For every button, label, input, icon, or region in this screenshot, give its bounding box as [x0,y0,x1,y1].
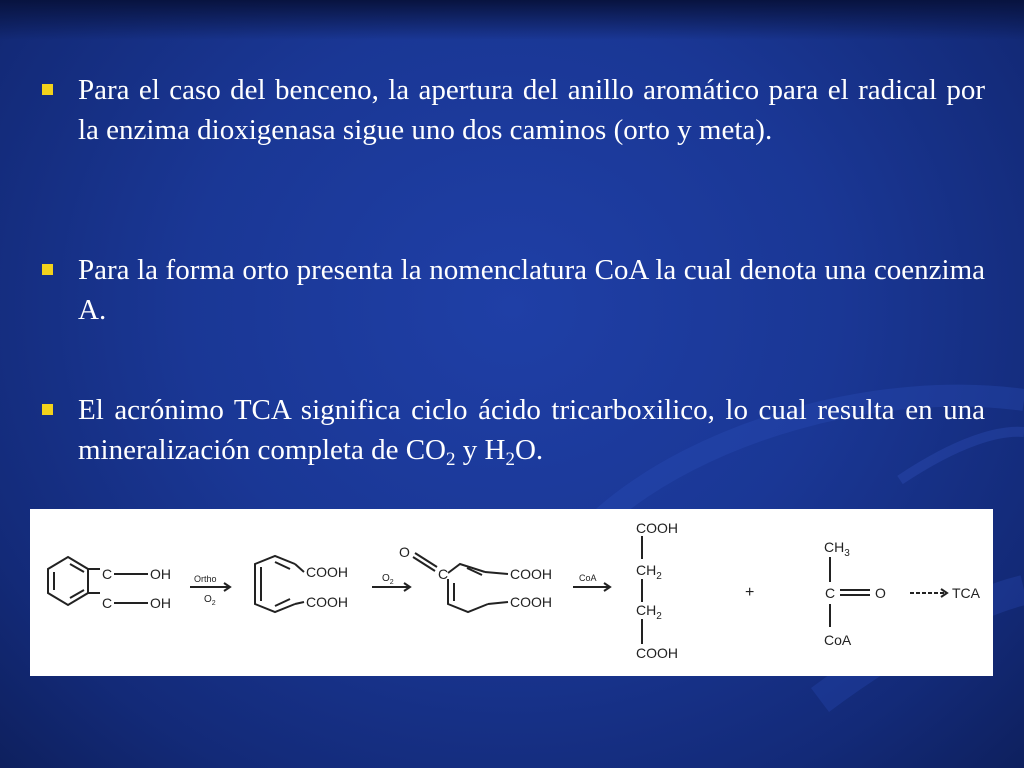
bullet-marker [42,404,53,415]
arrow-ortho-label: Ortho [194,574,217,584]
muconic-cooh-bottom: COOH [306,594,348,610]
succinate-ch2-top: $CH_2$ [636,562,662,582]
catechol-c-top: C [102,566,113,582]
ketone-c: C [438,566,449,582]
succinate-cooh-bottom: COOH [636,645,678,661]
acetyl-o: O [875,585,886,601]
ketone-o: O [399,544,410,560]
arrow-o2-label: $O_2$ [382,573,394,586]
reaction-pathway-svg [30,509,993,676]
acetyl-c: C [825,585,836,601]
bullet-tca [78,390,985,470]
ketone-cooh-bottom: COOH [510,594,552,610]
product-tca: TCA [952,585,980,601]
bullet-marker [42,264,53,275]
bullet-text: Para el caso del benceno, la apertura del anillo aromático para el radical por la enzima dioxigenasa sigue uno dos caminos (orto y meta). [78,74,985,146]
muconic-cooh-top: COOH [306,564,348,580]
acetyl-coa: CoA [824,632,852,648]
bullet-text: Para la forma orto presenta la nomenclatura CoA la cual denota una coenzima A. [78,254,985,326]
succinate-cooh-top: COOH [636,520,678,536]
plus-sign: + [745,584,755,601]
succinate-ch2-bottom: $CH_2$ [636,602,662,622]
bullet-marker [42,84,53,95]
reaction-diagram [30,509,993,676]
arrow-coa-label: CoA [579,573,597,583]
arrow-ortho-o2: $O_2$ [204,594,216,607]
bullet-benzene [78,70,985,150]
bullet-text: El acrónimo TCA significa ciclo ácido tricarboxilico, lo cual resulta en una mineralización completa de $CO_2$ y $H_2O$. [78,394,985,470]
acetyl-ch3: $CH_3$ [824,539,850,559]
catechol-oh-top: OH [150,566,171,582]
catechol-c-bottom: C [102,595,113,611]
bullet-coa [78,250,985,330]
ketone-cooh-top: COOH [510,566,552,582]
catechol-oh-bottom: OH [150,595,171,611]
